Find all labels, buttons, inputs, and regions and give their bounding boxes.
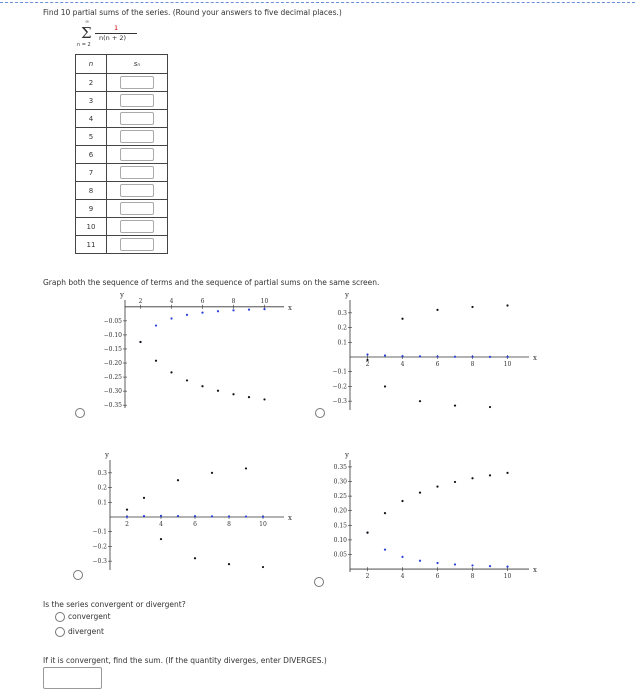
data-point [384,354,386,356]
top-divider [0,2,635,3]
convergence-question: Is the series convergent or divergent? [43,600,186,609]
sn-cell [107,74,168,92]
sn-input[interactable] [120,130,154,143]
data-point [201,312,203,314]
row-n-value: 5 [76,128,107,146]
data-point [170,317,172,319]
data-point [217,310,219,312]
partial-sums-table [75,54,168,254]
y-tick-label: 0.3 [97,469,107,477]
data-point [217,390,219,392]
graph-3 [70,450,290,580]
y-tick-label: 0.15 [333,522,347,530]
x-tick-label: 2 [365,361,370,368]
row-n-value: 9 [76,200,107,218]
sn-input[interactable] [120,76,154,89]
sn-input[interactable] [120,166,154,179]
table-row [76,236,168,254]
x-tick-label: 2 [365,573,370,581]
sn-input[interactable] [120,112,154,125]
sn-input[interactable] [120,220,154,233]
data-point [419,355,421,357]
sn-cell [107,128,168,146]
data-point [155,324,157,326]
data-point [186,314,188,316]
fraction-denominator: n(n + 2) [99,34,127,42]
y-tick-label: 0.05 [333,551,347,559]
row-n-value: 3 [76,92,107,110]
table-row [76,146,168,164]
table-row [76,110,168,128]
graph-2 [310,290,540,420]
data-point [177,479,179,481]
data-point [506,472,508,474]
data-point [263,308,265,310]
row-n-value: 6 [76,146,107,164]
y-tick-label: 0.1 [97,499,107,507]
row-n-value: 10 [76,218,107,236]
graph-1-radio[interactable] [75,408,85,418]
row-n-value: 8 [76,182,107,200]
y-tick-label: −0.3 [92,558,107,566]
data-point [436,309,438,311]
data-point [384,385,386,387]
data-point [366,359,368,361]
series-formula [77,19,147,52]
sn-cell [107,200,168,218]
x-tick-label: 4 [169,297,174,305]
table-row [76,200,168,218]
data-point [160,515,162,517]
x-tick-label: 6 [435,573,440,581]
table-row [76,182,168,200]
table-row [76,74,168,92]
graph-4-radio[interactable] [314,577,324,587]
sn-cell [107,218,168,236]
x-tick-label: 8 [227,521,231,528]
data-point [366,531,368,533]
sn-cell [107,164,168,182]
data-point [126,509,128,511]
data-point [248,396,250,398]
data-point [139,341,141,343]
x-axis-label: x [288,514,292,522]
sn-cell [107,182,168,200]
data-point [401,355,403,357]
data-point [232,393,234,395]
y-tick-label: −0.25 [103,374,122,382]
y-axis-label: y [105,451,109,459]
data-point [489,474,491,476]
y-tick-label: 0.35 [333,463,347,471]
data-point [262,566,264,568]
data-point [155,360,157,362]
data-point [248,309,250,311]
x-axis-label: x [533,566,537,575]
y-tick-label: −0.1 [92,528,107,536]
row-n-value: 4 [76,110,107,128]
data-point [436,562,438,564]
table-row [76,218,168,236]
y-axis-label: y [345,451,349,459]
data-point [160,538,162,540]
x-tick-label: 6 [193,521,197,528]
sigma-symbol: Σ [81,24,92,42]
sn-input[interactable] [120,184,154,197]
graph-2-radio[interactable] [315,408,325,418]
graph-prompt: Graph both the sequence of terms and the sequence of partial sums on the same screen. [43,278,380,287]
fraction-numerator: 1 [114,24,119,32]
data-point [245,515,247,517]
y-tick-label: −0.30 [103,388,122,396]
x-tick-label: 6 [200,297,205,305]
y-tick-label: −0.15 [103,345,122,353]
y-tick-label: −0.05 [103,317,122,325]
data-point [401,556,403,558]
x-tick-label: 6 [435,361,440,368]
data-point [471,477,473,479]
convergent-label: convergent [68,612,111,621]
data-point [366,353,368,355]
data-point [436,355,438,357]
x-axis-label: x [288,303,292,312]
data-point [419,560,421,562]
data-point [194,515,196,517]
data-point [471,306,473,308]
data-point [170,371,172,373]
x-tick-label: 10 [260,297,269,305]
x-tick-label: 4 [400,573,405,581]
data-point [186,379,188,381]
data-point [506,566,508,568]
y-tick-label: 0.1 [337,339,347,347]
x-tick-label: 10 [503,573,512,581]
data-point [454,356,456,358]
y-tick-label: −0.3 [332,398,347,406]
column-header-n: n [76,55,107,74]
column-header-sn: sₙ [107,55,168,74]
y-tick-label: 0.10 [333,536,347,544]
data-point [143,515,145,517]
y-tick-label: −0.1 [332,368,347,376]
y-tick-label: 0.2 [337,324,347,332]
data-point [177,515,179,517]
x-tick-label: 4 [400,361,405,368]
data-point [471,356,473,358]
x-tick-label: 8 [470,361,475,368]
data-point [245,467,247,469]
sn-cell [107,146,168,164]
sum-input[interactable] [43,667,102,689]
data-point [454,563,456,565]
data-point [228,563,230,565]
data-point [471,564,473,566]
graph-1 [70,290,290,420]
x-tick-label: 8 [470,573,475,581]
row-n-value: 2 [76,74,107,92]
data-point [211,515,213,517]
row-n-value: 7 [76,164,107,182]
data-point [506,356,508,358]
y-tick-label: 0.2 [97,484,107,492]
data-point [489,406,491,408]
data-point [211,472,213,474]
table-row [76,164,168,182]
data-point [419,400,421,402]
y-tick-label: −0.2 [332,383,347,391]
data-point [506,304,508,306]
x-tick-label: 10 [503,361,512,368]
data-point [454,404,456,406]
table-header-row [76,55,168,74]
data-point [384,512,386,514]
sn-input[interactable] [120,94,154,107]
data-point [401,500,403,502]
graph-3-radio[interactable] [73,570,83,580]
x-tick-label: 2 [138,297,143,305]
row-n-value: 11 [76,236,107,254]
divergent-radio[interactable] [55,627,65,637]
y-axis-label: y [345,291,349,299]
data-point [232,309,234,311]
data-point [401,318,403,320]
data-point [201,385,203,387]
data-point [143,497,145,499]
data-point [454,481,456,483]
y-tick-label: −0.20 [103,360,122,368]
y-tick-label: 0.20 [333,507,347,515]
table-row [76,92,168,110]
question-text: Find 10 partial sums of the series. (Round your answers to five decimal places.) [43,8,342,17]
sn-input[interactable] [120,238,154,251]
data-point [194,557,196,559]
graph-4 [310,450,540,580]
sum-upper-limit: ∞ [85,19,90,25]
x-tick-label: 10 [259,521,267,528]
sn-cell [107,236,168,254]
table-row [76,128,168,146]
x-axis-label: x [533,354,537,362]
sum-lower-limit: n = 2 [77,42,91,48]
sn-cell [107,110,168,128]
data-point [228,515,230,517]
y-tick-label: −0.35 [103,402,122,410]
y-tick-label: 0.25 [333,493,347,501]
sn-input[interactable] [120,148,154,161]
sum-prompt: If it is convergent, find the sum. (If the quantity diverges, enter DIVERGES.) [43,656,327,665]
x-tick-label: 2 [125,521,129,528]
data-point [436,485,438,487]
data-point [126,516,128,518]
y-tick-label: −0.10 [103,331,122,339]
data-point [262,516,264,518]
y-axis-label: y [120,291,124,299]
x-tick-label: 4 [159,521,163,528]
data-point [384,549,386,551]
sn-cell [107,92,168,110]
x-tick-label: 8 [231,297,236,305]
convergent-radio[interactable] [55,612,65,622]
data-point [419,492,421,494]
y-tick-label: 0.3 [337,309,347,317]
data-point [489,565,491,567]
data-point [263,398,265,400]
sn-input[interactable] [120,202,154,215]
divergent-label: divergent [68,627,104,636]
y-tick-label: −0.2 [92,543,107,551]
y-tick-label: 0.30 [333,478,347,486]
data-point [489,356,491,358]
